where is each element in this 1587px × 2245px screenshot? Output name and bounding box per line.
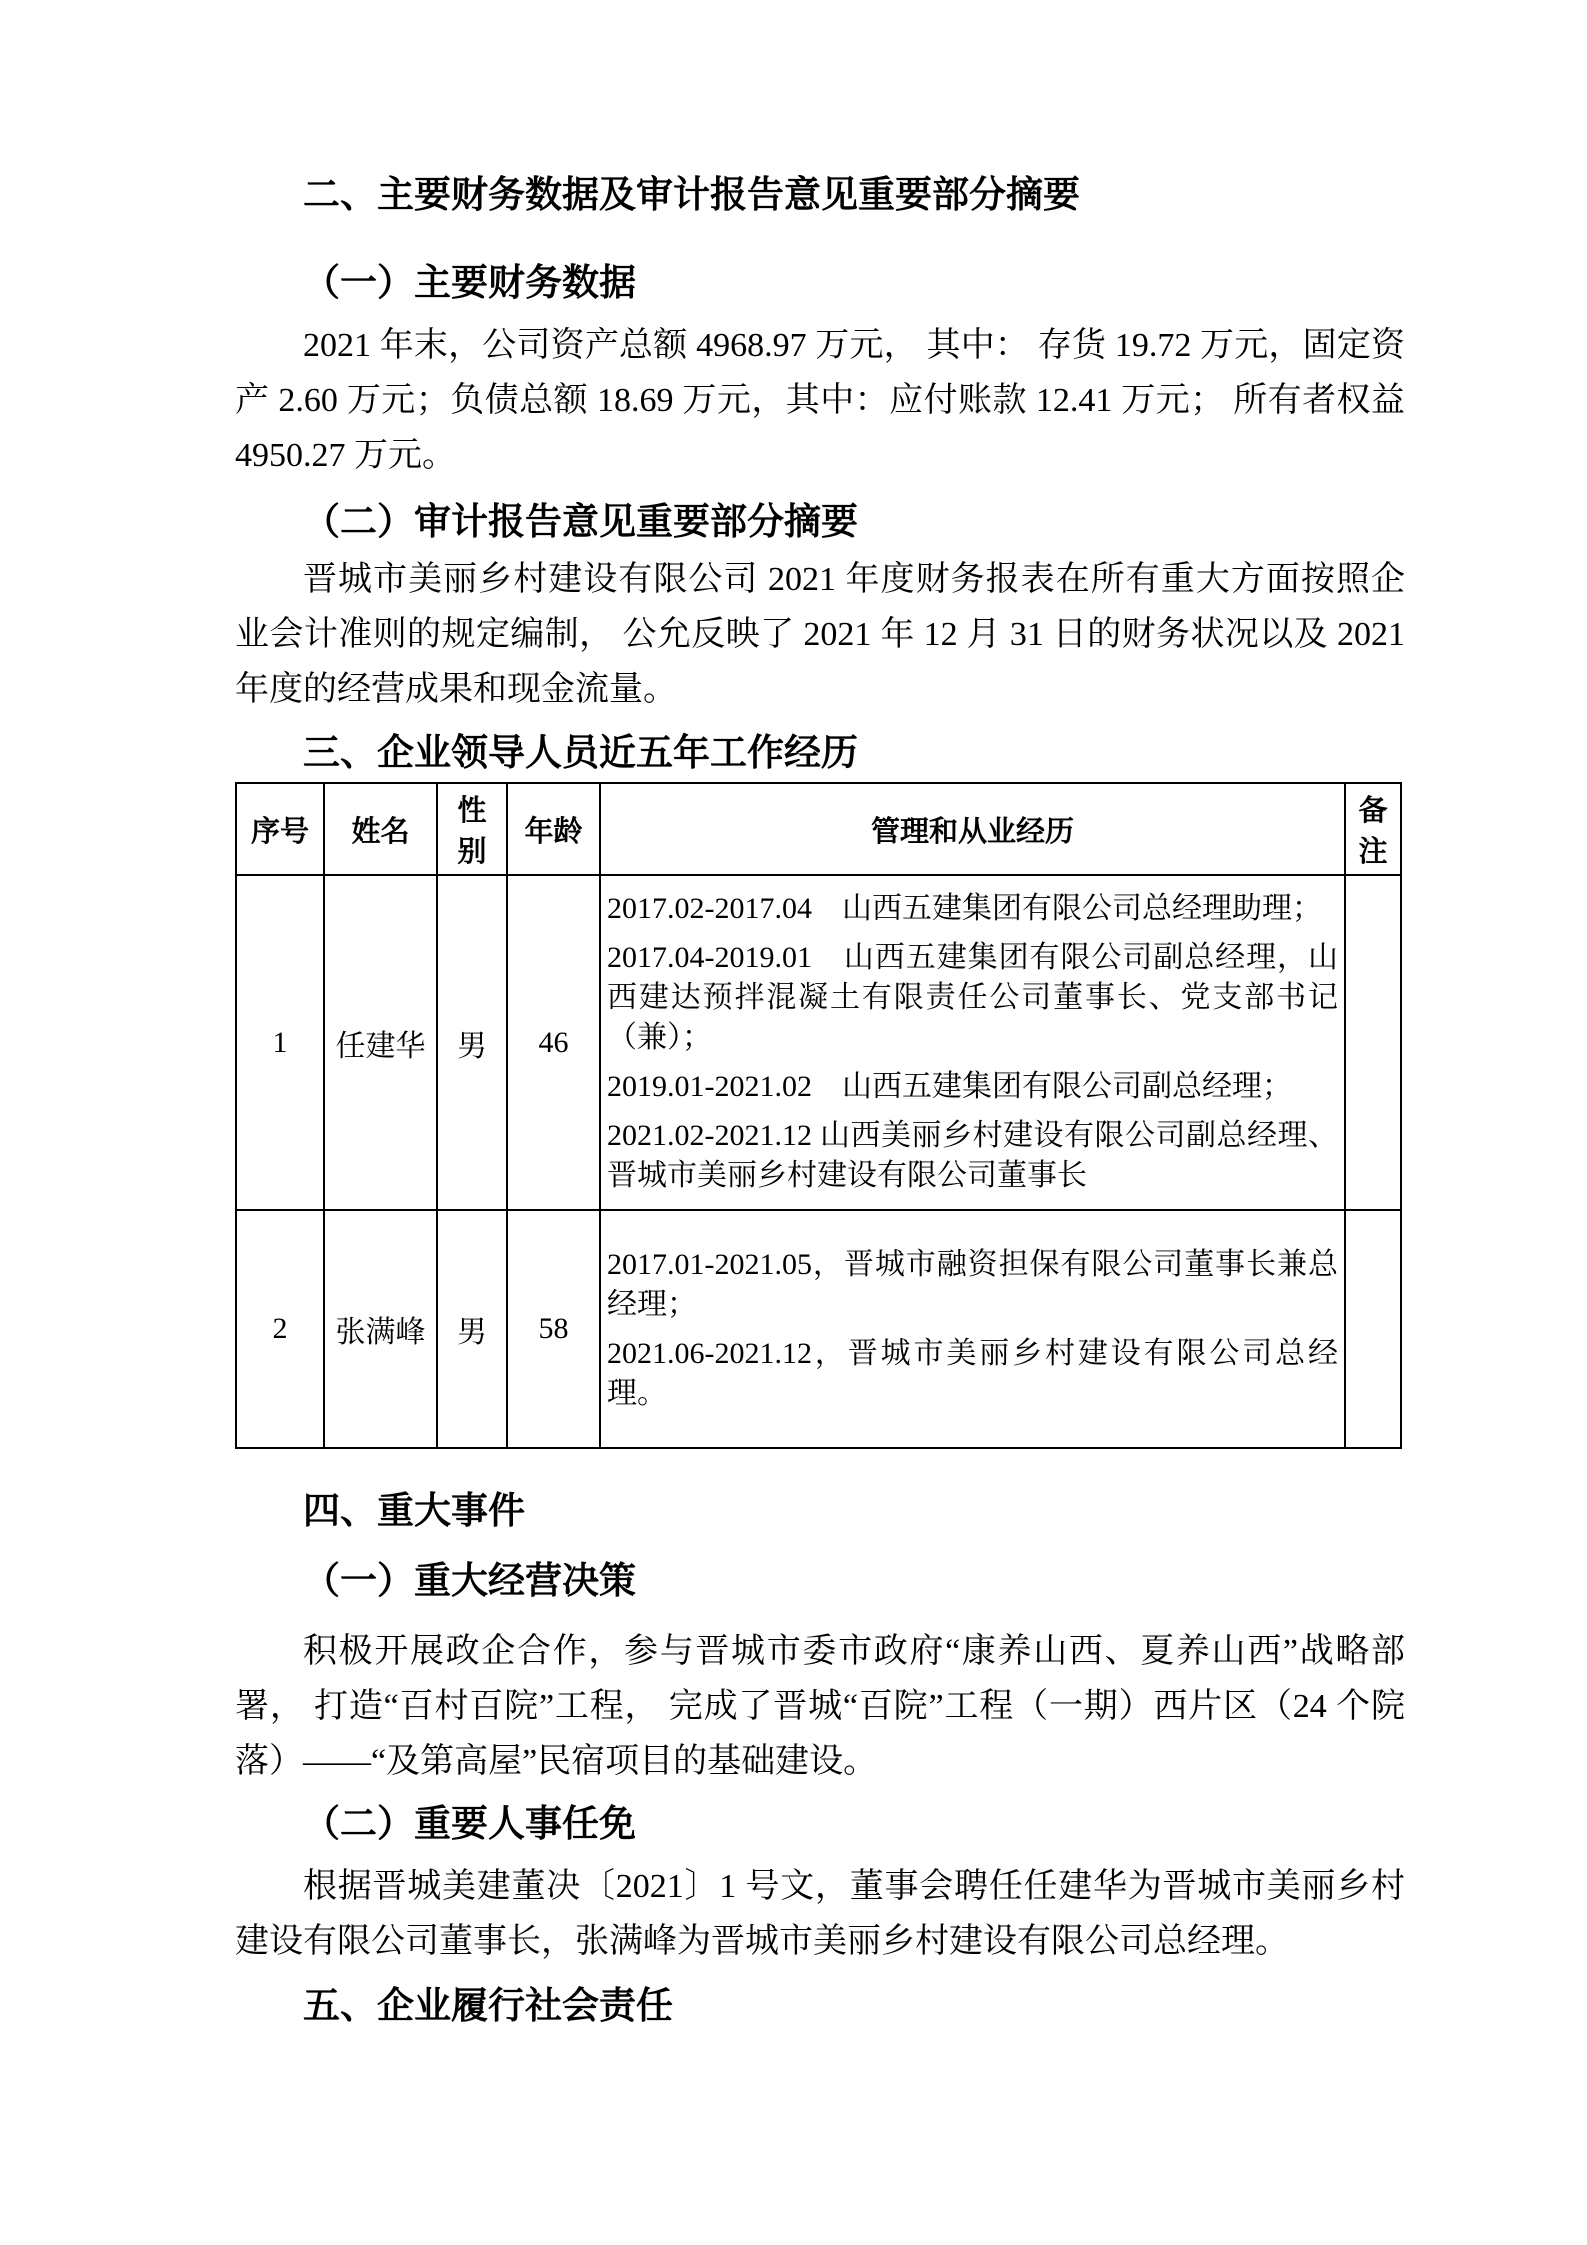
col-header-note: 备注 xyxy=(1345,783,1401,875)
col-header-experience: 管理和从业经历 xyxy=(600,783,1345,875)
experience-entry: 2017.04-2019.01 山西五建集团有限公司副总经理，山西建达预拌混凝土有限责任公司董事长、党支部书记（兼）； xyxy=(607,941,1338,1054)
col-header-number: 序号 xyxy=(236,783,324,875)
cell-gender: 男 xyxy=(437,1210,507,1448)
cell-note xyxy=(1345,875,1401,1210)
cell-age: 46 xyxy=(507,875,600,1210)
table-row xyxy=(236,1210,1401,1448)
experience-entry: 2021.06-2021.12，晋城市美丽乡村建设有限公司总经理。 xyxy=(607,1336,1338,1410)
paragraph-major-decisions: 积极开展政企合作，参与晋城市委市政府“康养山西、夏养山西”战略部署， 打造“百村百院”工程， 完成了晋城“百院”工程（一期）西片区（24 个院落）——“及第高屋”民宿项目的基础建设。 xyxy=(235,1633,1405,1780)
paragraph-financial-data: 2021 年末，公司资产总额 4968.97 万元， 其中： 存货 19.72 万元，固定资产 2.60 万元；负债总额 18.69 万元，其中：应付账款 12.41 万元； 所有者权益 4950.27 万元。 xyxy=(235,327,1405,474)
experience-entry: 2019.01-2021.02 山西五建集团有限公司副总经理； xyxy=(607,1070,1292,1103)
cell-age: 58 xyxy=(507,1210,600,1448)
table-header-row xyxy=(236,783,1401,875)
cell-experience xyxy=(600,1210,1345,1448)
heading-social-responsibility: 五、企业履行社会责任 xyxy=(303,1985,673,2026)
heading-audit-opinion: （二）审计报告意见重要部分摘要 xyxy=(303,501,858,542)
cell-gender: 男 xyxy=(437,875,507,1210)
leadership-table xyxy=(235,782,1402,1449)
experience-entry: 2017.01-2021.05，晋城市融资担保有限公司董事长兼总经理； xyxy=(607,1247,1338,1321)
col-header-gender: 性别 xyxy=(437,783,507,875)
heading-major-decisions: （一）重大经营决策 xyxy=(303,1560,636,1601)
col-header-age: 年龄 xyxy=(507,783,600,875)
cell-name: 张满峰 xyxy=(324,1210,437,1448)
heading-financial-summary: 二、主要财务数据及审计报告意见重要部分摘要 xyxy=(303,174,1080,215)
heading-leadership: 三、企业领导人员近五年工作经历 xyxy=(303,732,858,773)
heading-personnel-changes: （二）重要人事任免 xyxy=(303,1803,636,1844)
experience-entry: 2017.02-2017.04 山西五建集团有限公司总经理助理； xyxy=(607,892,1322,925)
table-row xyxy=(236,875,1401,1210)
cell-note xyxy=(1345,1210,1401,1448)
cell-experience xyxy=(600,875,1345,1210)
heading-financial-data: （一）主要财务数据 xyxy=(303,262,636,303)
cell-number: 2 xyxy=(236,1210,324,1448)
experience-entry: 2021.02-2021.12 山西美丽乡村建设有限公司副总经理、晋城市美丽乡村建设有限公司董事长 xyxy=(607,1119,1338,1192)
paragraph-audit-opinion: 晋城市美丽乡村建设有限公司 2021 年度财务报表在所有重大方面按照企业会计准则的规定编制， 公允反映了 2021 年 12 月 31 日的财务状况以及 2021 年度的经营成果和现金流量。 xyxy=(235,561,1405,708)
document-content xyxy=(235,170,1405,2030)
col-header-name: 姓名 xyxy=(324,783,437,875)
cell-name: 任建华 xyxy=(324,875,437,1210)
cell-number: 1 xyxy=(236,875,324,1210)
paragraph-personnel-changes: 根据晋城美建董决〔2021〕1 号文，董事会聘任任建华为晋城市美丽乡村建设有限公司董事长，张满峰为晋城市美丽乡村建设有限公司总经理。 xyxy=(235,1868,1405,1960)
heading-major-events: 四、重大事件 xyxy=(303,1490,525,1531)
